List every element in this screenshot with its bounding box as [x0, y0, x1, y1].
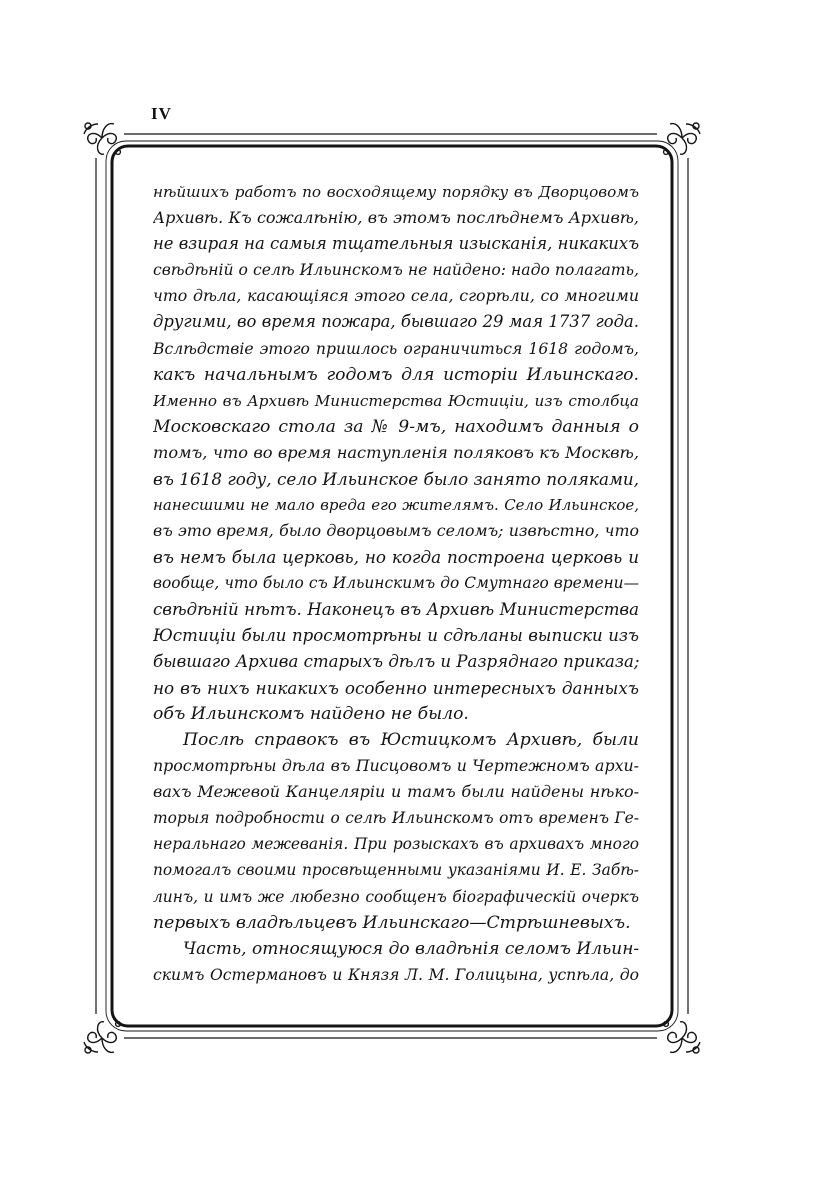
text-line: въ это время, было дворцовымъ селомъ; извѣстно, что: [153, 521, 639, 541]
text-line: Юстиціи были просмотрѣны и сдѣланы выписки изъ: [153, 625, 639, 645]
text-line: свѣдѣній нѣтъ. Наконецъ въ Архивѣ Министерства: [153, 599, 639, 619]
text-line: Вслѣдствіе этого пришлось ограничиться 1618 годомъ,: [153, 339, 639, 358]
text-line: просмотрѣны дѣла въ Писцовомъ и Чертежномъ архи-: [153, 756, 639, 776]
text-line: Часть, относящуюся до владѣнія селомъ Ильин-: [183, 938, 639, 959]
body-text: [153, 179, 639, 988]
bottom-right-ornament-icon: [660, 1016, 704, 1060]
paragraph-2: [153, 727, 639, 936]
text-line: Московскаго стола за № 9-мъ, находимъ данныя о: [153, 416, 639, 437]
text-line: что дѣла, касающіяся этого села, сгорѣли, со многими: [153, 286, 639, 306]
text-line: вахъ Межевой Канцеляріи и тамъ были найдены нѣко-: [153, 782, 639, 802]
text-line: бывшаго Архива старыхъ дѣлъ и Разряднаго приказа;: [153, 651, 639, 671]
text-line: другими, во время пожара, бывшаго 29 мая 1737 года.: [153, 312, 639, 332]
text-line: скимъ Остермановъ и Князя Л. М. Голицына, успѣла, до: [153, 965, 639, 984]
text-line: въ 1618 году, село Ильинское было занято поляками,: [153, 469, 639, 490]
text-line: вообще, что было съ Ильинскимъ до Смутнаго времени—: [153, 574, 639, 593]
text-line: объ Ильинскомъ найдено не было.: [153, 703, 469, 724]
page-number: IV: [151, 104, 172, 123]
text-line: Архивѣ. Къ сожалѣнію, въ этомъ послѣднемъ Архивѣ,: [153, 208, 639, 228]
text-line: первыхъ владѣльцевъ Ильинскаго—Стрѣшневыхъ.: [153, 912, 631, 933]
text-line: нѣйшихъ работъ по восходящему порядку въ Дворцовомъ: [153, 183, 639, 201]
text-line: свѣдѣній о селѣ Ильинскомъ не найдено: надо полагать,: [153, 261, 639, 280]
text-line: нанесшими не мало вреда его жителямъ. Село Ильинское,: [153, 496, 639, 515]
bottom-left-ornament-icon: [80, 1016, 124, 1060]
paragraph-1: [153, 179, 639, 727]
top-right-ornament-icon: [660, 116, 704, 160]
text-line: какъ начальнымъ годомъ для исторіи Ильинскаго.: [153, 364, 639, 385]
text-line: торыя подробности о селѣ Ильинскомъ отъ временъ Ге-: [153, 809, 639, 828]
text-line: неральнаго межеванія. При розыскахъ въ архивахъ много: [153, 835, 639, 854]
text-line: но въ нихъ никакихъ особенно интересныхъ данныхъ: [153, 677, 639, 698]
text-line: Послѣ справокъ въ Юстицкомъ Архивѣ, были: [183, 729, 639, 750]
text-line: помогалъ своими просвѣщенными указаніями И. Е. Забѣ-: [153, 861, 639, 880]
text-line: томъ, что во время наступленія поляковъ къ Москвѣ,: [153, 442, 639, 462]
text-line: линъ, и имъ же любезно сообщенъ біографическій очеркъ: [153, 887, 639, 906]
text-line: въ немъ была церковь, но когда построена церковь и: [153, 547, 639, 568]
text-line: не взирая на самыя тщательныя изысканія, никакихъ: [153, 234, 639, 254]
paragraph-3: [153, 936, 639, 988]
top-left-ornament-icon: [80, 116, 124, 160]
text-line: Именно въ Архивѣ Министерства Юстиціи, изъ столбца: [153, 391, 639, 410]
